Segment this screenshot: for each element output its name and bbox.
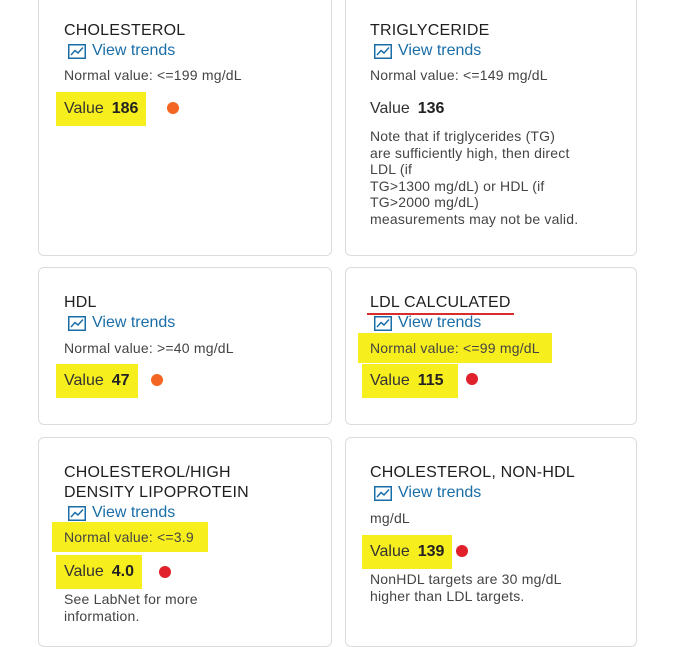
view-trends-label: View trends	[92, 504, 176, 521]
view-trends-label: View trends	[92, 42, 176, 59]
value-label: Value	[370, 543, 410, 560]
view-trends-label: View trends	[92, 314, 176, 331]
status-dot-orange	[167, 102, 179, 114]
trend-chart-icon	[374, 44, 392, 59]
card-title: CHOLESTEROL	[64, 22, 186, 39]
non-hdl-note	[370, 571, 562, 604]
note-line: TG>1300 mg/dL) or HDL (if	[370, 177, 545, 194]
status-dot-red	[456, 545, 468, 557]
note-line: higher than LDL targets.	[370, 587, 525, 604]
value-field	[362, 535, 452, 569]
value-field	[56, 555, 142, 589]
trend-chart-icon	[68, 506, 86, 521]
view-trends-link[interactable]	[374, 314, 481, 332]
card-title	[64, 463, 249, 503]
note-line: NonHDL targets are 30 mg/dL	[370, 571, 562, 587]
note-line: are sufficiently high, then direct	[370, 144, 570, 161]
view-trends-label: View trends	[398, 484, 482, 501]
note-line: LDL (if	[370, 161, 413, 177]
trend-chart-icon	[374, 316, 392, 331]
value-field	[56, 364, 138, 398]
chol-hdl-note	[64, 591, 198, 624]
value-number: 186	[111, 100, 139, 117]
card-title-line: CHOLESTEROL/HIGH	[64, 464, 231, 481]
note-line: Note that if triglycerides (TG)	[370, 128, 556, 144]
value-number: 115	[417, 372, 444, 389]
value-number: 136	[417, 100, 445, 117]
note-line: See LabNet for more	[64, 591, 198, 607]
normal-value-text: Normal value: >=40 mg/dL	[64, 340, 234, 356]
view-trends-link[interactable]	[374, 42, 481, 60]
value-label: Value	[64, 372, 104, 389]
normal-value-text: Normal value: <=149 mg/dL	[370, 67, 548, 83]
value-label: Value	[370, 100, 410, 117]
note-line: measurements may not be valid.	[370, 210, 579, 227]
triglyceride-note	[370, 128, 578, 227]
status-dot-red	[466, 373, 478, 385]
value-field	[370, 100, 444, 118]
view-trends-link[interactable]	[374, 484, 481, 502]
value-number: 4.0	[111, 563, 134, 580]
normal-value-text: Normal value: <=199 mg/dL	[64, 67, 242, 83]
view-trends-label: View trends	[398, 42, 482, 59]
value-number: 139	[417, 543, 445, 560]
normal-value-text: mg/dL	[370, 510, 410, 526]
card-title: LDL CALCULATED	[367, 293, 514, 315]
view-trends-link[interactable]	[68, 314, 175, 332]
view-trends-link[interactable]	[68, 504, 175, 522]
card-title: TRIGLYCERIDE	[370, 22, 490, 39]
view-trends-label: View trends	[398, 314, 482, 331]
value-label: Value	[64, 100, 104, 117]
note-line: TG>2000 mg/dL)	[370, 194, 480, 210]
trend-chart-icon	[68, 44, 86, 59]
trend-chart-icon	[68, 316, 86, 331]
value-number: 47	[111, 372, 130, 389]
status-dot-orange	[151, 374, 163, 386]
card-title: HDL	[64, 294, 97, 311]
value-label: Value	[64, 563, 104, 580]
normal-value-text: Normal value: <=3.9	[52, 522, 208, 552]
status-dot-red	[159, 566, 171, 578]
value-field	[56, 92, 146, 126]
card-title: CHOLESTEROL, NON-HDL	[370, 464, 575, 481]
note-line: information.	[64, 607, 140, 624]
normal-value-text: Normal value: <=99 mg/dL	[358, 333, 552, 363]
value-field	[362, 364, 458, 398]
view-trends-link[interactable]	[68, 42, 175, 60]
card-title-line: DENSITY LIPOPROTEIN	[64, 484, 249, 501]
value-label: Value	[370, 372, 410, 389]
trend-chart-icon	[374, 486, 392, 501]
